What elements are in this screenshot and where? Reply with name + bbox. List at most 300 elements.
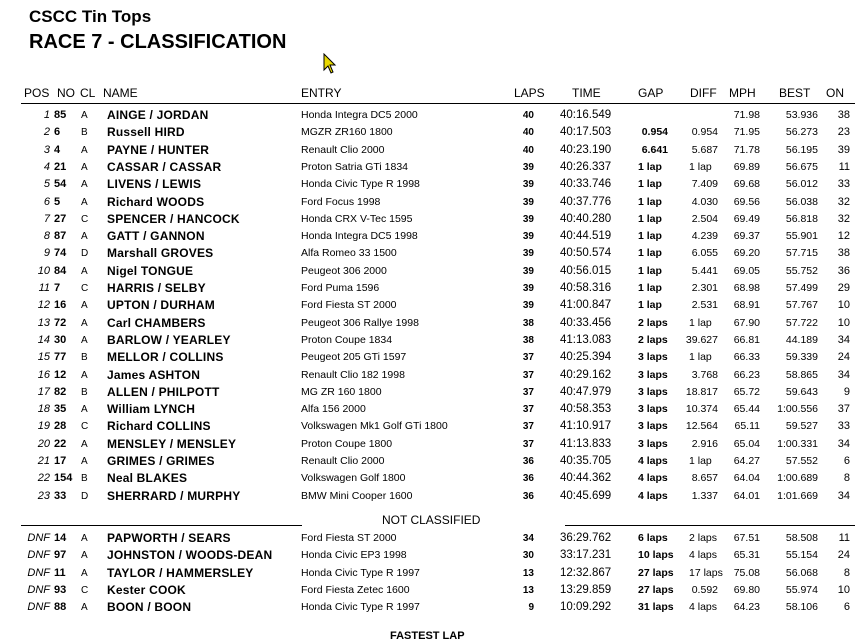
cell-entry: Honda Civic EP3 1998 xyxy=(301,549,407,562)
cell-time: 40:58.316 xyxy=(560,282,612,294)
cell-class: A xyxy=(81,196,88,208)
cell-best: 55.752 xyxy=(785,264,818,277)
cell-laps: 40 xyxy=(522,144,534,156)
cell-best: 57.722 xyxy=(785,316,818,329)
cell-diff: 2 laps xyxy=(689,532,718,544)
cell-no: 74 xyxy=(54,247,67,260)
cell-class: A xyxy=(81,144,88,156)
cell-on: 38 xyxy=(837,247,850,260)
cell-no: 7 xyxy=(54,282,61,294)
cell-class: A xyxy=(81,438,88,450)
cell-name: MENSLEY / MENSLEY xyxy=(107,436,237,451)
cell-name: LIVENS / LEWIS xyxy=(107,177,202,192)
cell-laps: 13 xyxy=(522,584,534,596)
cell-pos: 16 xyxy=(37,368,50,381)
cell-best: 56.675 xyxy=(785,160,818,173)
cell-time: 40:40.280 xyxy=(560,212,612,225)
cell-diff: 1.337 xyxy=(691,489,718,502)
cell-no: 21 xyxy=(54,160,67,173)
cell-entry: Proton Coupe 1834 xyxy=(301,333,393,346)
cell-pos: 17 xyxy=(37,385,50,398)
cell-gap: 0.954 xyxy=(641,126,668,139)
cell-time: 41:13.833 xyxy=(560,437,612,450)
cell-no: 16 xyxy=(54,299,67,312)
cell-no: 6 xyxy=(54,126,61,139)
table-row xyxy=(0,401,867,418)
cell-entry: Honda CRX V-Tec 1595 xyxy=(301,212,413,225)
cell-time: 40:23.190 xyxy=(560,143,612,156)
cell-no: 22 xyxy=(54,437,67,450)
cell-best: 1:00.689 xyxy=(777,472,818,485)
table-row xyxy=(0,176,867,193)
header-gap: GAP xyxy=(638,86,664,100)
cell-gap: 1 lap xyxy=(638,282,662,294)
cell-name: TAYLOR / HAMMERSLEY xyxy=(107,565,254,580)
championship-title: CSCC Tin Tops xyxy=(29,7,152,26)
cell-name: Carl CHAMBERS xyxy=(107,315,206,330)
cell-diff: 5.441 xyxy=(691,264,718,277)
cell-entry: Renault Clio 2000 xyxy=(301,143,385,156)
cell-gap: 1 lap xyxy=(638,299,662,312)
cell-name: Russell HIRD xyxy=(107,125,185,140)
cell-pos: DNF xyxy=(27,549,50,562)
cell-on: 24 xyxy=(837,549,850,562)
cell-name: BARLOW / YEARLEY xyxy=(107,332,231,347)
cell-class: A xyxy=(81,231,88,243)
cell-diff: 4 laps xyxy=(689,601,718,614)
cell-diff: 2.916 xyxy=(691,437,718,450)
cell-laps: 39 xyxy=(522,213,534,225)
cell-name: SHERRARD / MURPHY xyxy=(107,488,241,503)
cell-gap: 2 laps xyxy=(638,333,668,346)
cell-entry: Honda Integra DC5 1998 xyxy=(301,230,418,243)
cell-entry: Ford Focus 1998 xyxy=(301,195,381,208)
cell-on: 39 xyxy=(837,143,850,156)
cell-time: 40:33.456 xyxy=(560,316,612,329)
cell-no: 30 xyxy=(54,333,67,346)
cell-pos: 8 xyxy=(43,230,50,243)
cell-time: 41:13.083 xyxy=(560,333,612,346)
cell-class: B xyxy=(81,386,88,398)
cell-name: Nigel TONGUE xyxy=(107,263,194,278)
cell-on: 37 xyxy=(837,403,850,416)
cell-gap: 27 laps xyxy=(638,583,674,596)
table-row xyxy=(0,453,867,470)
cell-best: 56.273 xyxy=(785,126,818,139)
header-name: NAME xyxy=(103,86,138,100)
cell-class: A xyxy=(81,161,88,173)
cell-pos: 3 xyxy=(43,143,50,156)
cell-on: 9 xyxy=(843,385,850,398)
cell-gap: 3 laps xyxy=(638,437,668,450)
header-entry: ENTRY xyxy=(301,86,342,100)
table-row xyxy=(0,107,867,124)
cell-diff: 39.627 xyxy=(685,333,718,346)
cell-entry: Ford Fiesta ST 2000 xyxy=(301,532,397,544)
cell-name: PAYNE / HUNTER xyxy=(107,142,210,157)
cell-no: 12 xyxy=(54,368,67,381)
cell-pos: 20 xyxy=(37,437,50,450)
table-row xyxy=(0,245,867,262)
cell-no: 87 xyxy=(54,230,67,243)
cell-on: 11 xyxy=(838,532,850,544)
cell-entry: Peugeot 306 Rallye 1998 xyxy=(301,316,419,329)
cell-name: CASSAR / CASSAR xyxy=(107,159,222,174)
cell-name: Marshall GROVES xyxy=(107,246,214,261)
cell-diff: 0.592 xyxy=(691,583,718,596)
cell-mph: 69.37 xyxy=(733,230,760,243)
cell-time: 40:50.574 xyxy=(560,247,612,260)
cell-laps: 13 xyxy=(522,567,534,579)
cell-mph: 65.31 xyxy=(733,549,760,562)
cell-best: 56.012 xyxy=(785,178,818,191)
cell-time: 36:29.762 xyxy=(560,532,612,544)
cell-mph: 69.80 xyxy=(733,583,760,596)
cell-laps: 39 xyxy=(522,161,534,173)
cell-time: 13:29.859 xyxy=(560,583,612,596)
cell-mph: 69.49 xyxy=(733,212,760,225)
cell-class: A xyxy=(81,110,88,121)
cell-name: UPTON / DURHAM xyxy=(107,298,215,313)
table-row xyxy=(0,142,867,159)
cell-no: 17 xyxy=(54,455,67,467)
cell-best: 59.527 xyxy=(785,420,818,433)
cell-best: 44.189 xyxy=(785,333,818,346)
cell-gap: 1 lap xyxy=(638,247,662,260)
cell-entry: Peugeot 306 2000 xyxy=(301,264,387,277)
cell-mph: 69.20 xyxy=(733,247,760,260)
cell-gap: 27 laps xyxy=(638,566,674,579)
cell-class: C xyxy=(81,283,89,294)
cell-gap: 1 lap xyxy=(638,178,662,191)
cell-on: 34 xyxy=(837,333,850,346)
table-row xyxy=(0,280,867,297)
cell-gap: 4 laps xyxy=(638,472,668,485)
cell-laps: 39 xyxy=(522,265,534,277)
cell-entry: Ford Fiesta Zetec 1600 xyxy=(301,583,410,596)
cell-laps: 39 xyxy=(522,283,534,294)
header-cl: CL xyxy=(80,86,96,100)
mouse-cursor-icon xyxy=(323,53,337,75)
cell-name: SPENCER / HANCOCK xyxy=(107,211,240,226)
cell-laps: 36 xyxy=(522,473,534,485)
cell-name: HARRIS / SELBY xyxy=(107,281,206,295)
cell-laps: 39 xyxy=(522,179,534,191)
cell-time: 40:56.015 xyxy=(560,264,612,277)
cell-gap: 3 laps xyxy=(638,420,668,433)
cell-name: GATT / GANNON xyxy=(107,229,205,244)
header-pos: POS xyxy=(24,86,50,100)
header-laps: LAPS xyxy=(514,86,545,100)
cell-time: 12:32.867 xyxy=(560,566,612,579)
cell-time: 40:26.337 xyxy=(560,160,612,173)
cell-mph: 65.04 xyxy=(733,437,760,450)
cell-time: 10:09.292 xyxy=(560,601,612,614)
cell-time: 40:33.746 xyxy=(560,178,612,191)
cell-laps: 37 xyxy=(522,386,534,398)
cell-best: 57.715 xyxy=(785,247,818,260)
cell-on: 34 xyxy=(837,489,850,502)
cell-on: 12 xyxy=(837,230,850,243)
table-row xyxy=(0,315,867,332)
cell-time: 40:37.776 xyxy=(560,195,612,208)
cell-best: 1:01.669 xyxy=(777,489,818,502)
cell-gap: 1 lap xyxy=(638,230,662,243)
cell-pos: 14 xyxy=(37,333,50,346)
cell-best: 55.154 xyxy=(785,549,818,562)
cell-best: 56.195 xyxy=(785,143,818,156)
header-divider xyxy=(21,103,855,104)
cell-pos: DNF xyxy=(27,566,50,579)
cell-no: 97 xyxy=(54,549,67,562)
cell-laps: 37 xyxy=(522,352,534,364)
cell-pos: 22 xyxy=(37,472,50,485)
cell-no: 54 xyxy=(54,178,67,191)
cell-class: A xyxy=(81,602,88,614)
cell-laps: 37 xyxy=(522,369,534,381)
cell-entry: MG ZR 160 1800 xyxy=(301,385,382,398)
cell-no: 4 xyxy=(54,143,61,156)
cell-name: Neal BLAKES xyxy=(107,471,188,486)
cell-no: 154 xyxy=(54,472,73,485)
cell-on: 38 xyxy=(837,109,850,121)
cell-pos: 18 xyxy=(37,403,50,416)
cell-mph: 66.81 xyxy=(733,333,760,346)
cell-best: 56.068 xyxy=(785,566,818,579)
cell-on: 11 xyxy=(838,160,850,173)
cell-laps: 39 xyxy=(522,231,534,243)
cell-name: William LYNCH xyxy=(107,402,196,417)
cell-best: 57.499 xyxy=(785,282,818,294)
cell-gap: 1 lap xyxy=(638,160,662,173)
table-row xyxy=(0,228,867,245)
cell-time: 41:00.847 xyxy=(560,299,612,312)
cell-best: 55.901 xyxy=(785,230,818,243)
cell-best: 57.767 xyxy=(785,299,818,312)
cell-laps: 37 xyxy=(522,404,534,416)
cell-no: 77 xyxy=(54,351,67,364)
cell-diff: 1 lap xyxy=(689,316,712,329)
cell-time: 40:17.503 xyxy=(560,126,612,139)
cell-pos: 19 xyxy=(37,420,50,433)
cell-on: 36 xyxy=(837,264,850,277)
cell-gap: 1 lap xyxy=(638,195,662,208)
cell-laps: 34 xyxy=(522,533,534,544)
cell-class: A xyxy=(81,179,88,191)
cell-mph: 64.01 xyxy=(733,489,760,502)
cell-on: 32 xyxy=(837,195,850,208)
cell-name: AINGE / JORDAN xyxy=(107,108,209,122)
cell-class: A xyxy=(81,533,88,544)
cell-name: ALLEN / PHILPOTT xyxy=(107,384,220,399)
cell-diff: 0.954 xyxy=(691,126,718,139)
cell-no: 11 xyxy=(54,566,66,579)
cell-mph: 71.98 xyxy=(733,109,760,121)
cell-entry: Renault Clio 182 1998 xyxy=(301,368,405,381)
cell-on: 33 xyxy=(837,178,850,191)
cell-best: 58.508 xyxy=(785,532,818,544)
cell-class: A xyxy=(81,567,88,579)
cell-best: 59.339 xyxy=(785,351,818,364)
cell-mph: 69.56 xyxy=(733,195,760,208)
section-divider-left xyxy=(21,525,302,526)
table-row xyxy=(0,530,867,547)
cell-laps: 39 xyxy=(522,300,534,312)
cell-no: 28 xyxy=(54,420,67,433)
table-row xyxy=(0,436,867,453)
cell-pos: 10 xyxy=(37,264,50,277)
cell-mph: 64.04 xyxy=(733,472,760,485)
cell-time: 40:35.705 xyxy=(560,455,612,467)
cell-gap: 6 laps xyxy=(638,532,668,544)
cell-mph: 71.78 xyxy=(733,143,760,156)
cell-gap: 31 laps xyxy=(638,601,674,614)
table-row xyxy=(0,194,867,211)
cell-diff: 4.239 xyxy=(691,230,718,243)
cell-laps: 38 xyxy=(522,334,534,346)
cell-mph: 68.91 xyxy=(733,299,760,312)
cell-diff: 6.055 xyxy=(691,247,718,260)
cell-pos: 5 xyxy=(43,178,50,191)
cell-best: 59.643 xyxy=(785,385,818,398)
cell-pos: 2 xyxy=(43,126,50,139)
race-title: RACE 7 - CLASSIFICATION xyxy=(29,31,287,53)
cell-best: 55.974 xyxy=(785,583,818,596)
cell-class: B xyxy=(81,473,88,485)
cell-pos: 1 xyxy=(43,109,50,121)
cell-gap: 3 laps xyxy=(638,403,668,416)
cell-mph: 67.90 xyxy=(733,316,760,329)
cell-name: BOON / BOON xyxy=(107,600,192,615)
cell-no: 35 xyxy=(54,403,67,416)
cell-name: James ASHTON xyxy=(107,367,201,382)
cell-pos: 11 xyxy=(38,282,50,294)
cell-gap: 2 laps xyxy=(638,316,668,329)
cell-class: A xyxy=(81,317,88,329)
cell-pos: 21 xyxy=(37,455,50,467)
table-row xyxy=(0,418,867,435)
cell-entry: Proton Coupe 1800 xyxy=(301,437,393,450)
cell-diff: 1 lap xyxy=(689,455,712,467)
cell-mph: 69.89 xyxy=(733,160,760,173)
cell-on: 6 xyxy=(843,455,850,467)
cell-class: A xyxy=(81,334,88,346)
cell-laps: 9 xyxy=(528,602,534,614)
cell-class: B xyxy=(81,127,88,139)
cell-diff: 1 lap xyxy=(689,160,712,173)
cell-entry: Alfa Romeo 33 1500 xyxy=(301,247,397,260)
cell-best: 58.106 xyxy=(785,601,818,614)
cell-gap: 4 laps xyxy=(638,489,668,502)
cell-name: GRIMES / GRIMES xyxy=(107,454,215,468)
cell-mph: 68.98 xyxy=(733,282,760,294)
cell-entry: Ford Fiesta ST 2000 xyxy=(301,299,397,312)
cell-time: 40:16.549 xyxy=(560,109,612,121)
cell-class: A xyxy=(81,404,88,416)
cell-diff: 5.687 xyxy=(691,143,718,156)
cell-best: 53.936 xyxy=(785,109,818,121)
cell-diff: 3.768 xyxy=(691,368,718,381)
cell-pos: 15 xyxy=(37,351,50,364)
table-row xyxy=(0,159,867,176)
table-row xyxy=(0,582,867,599)
table-row xyxy=(0,211,867,228)
cell-gap: 3 laps xyxy=(638,385,668,398)
cell-entry: Ford Puma 1596 xyxy=(301,282,380,294)
cell-name: Richard WOODS xyxy=(107,194,205,209)
cell-pos: 9 xyxy=(43,247,50,260)
cell-mph: 64.27 xyxy=(733,455,760,467)
cell-no: 5 xyxy=(54,195,61,208)
cell-time: 40:25.394 xyxy=(560,351,612,364)
cell-entry: BMW Mini Cooper 1600 xyxy=(301,489,413,502)
cell-name: JOHNSTON / WOODS-DEAN xyxy=(107,548,273,563)
cell-class: C xyxy=(81,213,89,225)
header-mph: MPH xyxy=(729,86,756,100)
cell-class: A xyxy=(81,550,88,562)
cell-on: 6 xyxy=(843,601,850,614)
cell-class: B xyxy=(81,352,88,364)
cell-gap: 1 lap xyxy=(638,212,662,225)
cell-time: 40:44.362 xyxy=(560,472,612,485)
cell-on: 10 xyxy=(837,316,850,329)
cell-best: 1:00.556 xyxy=(777,403,818,416)
cell-diff: 2.504 xyxy=(691,212,718,225)
cell-no: 27 xyxy=(54,212,67,225)
cell-gap: 4 laps xyxy=(638,455,668,467)
cell-mph: 65.72 xyxy=(733,385,760,398)
cell-laps: 38 xyxy=(522,317,534,329)
cell-diff: 7.409 xyxy=(691,178,718,191)
cell-pos: 23 xyxy=(37,489,50,502)
cell-on: 34 xyxy=(837,368,850,381)
cell-diff: 4.030 xyxy=(691,195,718,208)
cell-laps: 39 xyxy=(522,248,534,260)
table-row xyxy=(0,565,867,582)
cell-pos: 7 xyxy=(43,212,50,225)
cell-entry: Alfa 156 2000 xyxy=(301,403,366,416)
cell-best: 56.818 xyxy=(785,212,818,225)
cell-best: 56.038 xyxy=(785,195,818,208)
cell-diff: 1 lap xyxy=(689,351,712,364)
cell-diff: 18.817 xyxy=(685,385,718,398)
cell-mph: 66.23 xyxy=(733,368,760,381)
cell-on: 10 xyxy=(837,299,850,312)
cell-laps: 37 xyxy=(522,421,534,433)
cell-no: 84 xyxy=(54,264,67,277)
cell-diff: 2.301 xyxy=(691,282,718,294)
table-row xyxy=(0,470,867,487)
cell-on: 33 xyxy=(837,420,850,433)
cell-on: 29 xyxy=(837,282,850,294)
cell-pos: DNF xyxy=(27,583,50,596)
cell-laps: 40 xyxy=(522,110,534,121)
cell-diff: 17 laps xyxy=(689,566,723,579)
cell-time: 40:58.353 xyxy=(560,403,612,416)
table-row xyxy=(0,297,867,314)
header-on: ON xyxy=(826,86,844,100)
cell-gap: 3 laps xyxy=(638,368,668,381)
not-classified-heading: NOT CLASSIFIED xyxy=(382,513,481,527)
cell-name: Kester COOK xyxy=(107,582,186,597)
cell-time: 40:44.519 xyxy=(560,230,612,243)
cell-name: PAPWORTH / SEARS xyxy=(107,531,231,545)
cell-mph: 65.11 xyxy=(734,420,760,433)
table-row xyxy=(0,547,867,564)
cell-no: 33 xyxy=(54,489,67,502)
table-row xyxy=(0,488,867,505)
cell-laps: 39 xyxy=(522,196,534,208)
